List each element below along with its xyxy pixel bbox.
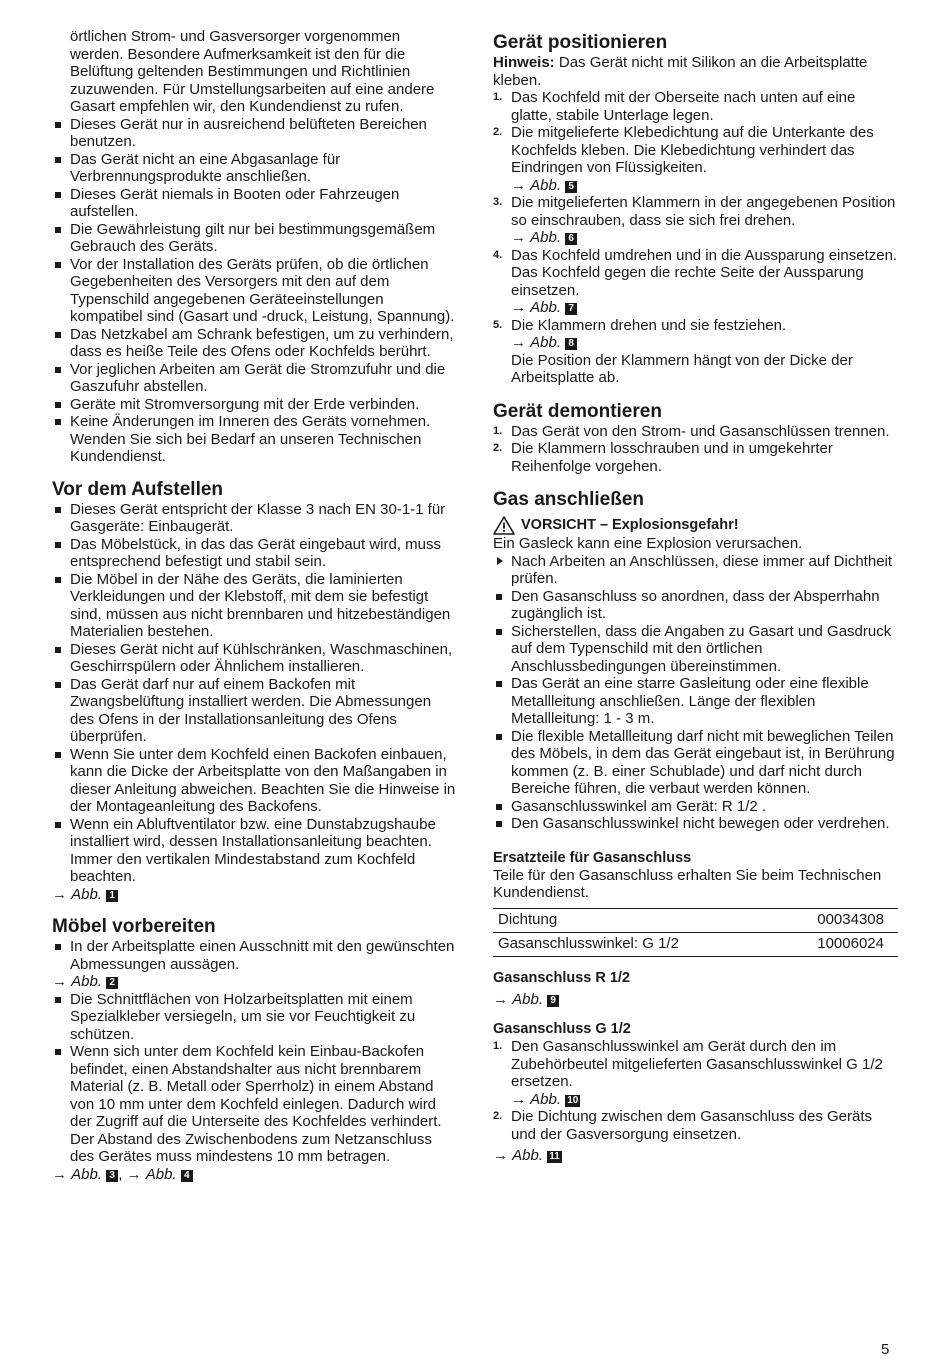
list-item: Die Schnittflächen von Holzarbeitsplatten mit einem Spezialkleber versiegeln, um sie vor Feuchtigkeit zu schützen.: [52, 991, 457, 1044]
list-item: Keine Änderungen im Inneren des Geräts vornehmen. Wenden Sie sich bei Bedarf an unseren Technischen Kundendienst.: [52, 413, 457, 466]
heading-geraet-positionieren: Gerät positionieren: [493, 32, 668, 53]
figure-number-badge: 11: [549, 1151, 560, 1162]
list-item: Das Möbelstück, in das das Gerät eingebaut wird, muss entsprechend befestigt und stabil sein.: [52, 536, 457, 571]
figure-reference: → Abb. 2: [52, 973, 457, 991]
list-item: Das Gerät an eine starre Gasleitung oder eine flexible Metallleitung anschließen. Länge der flexiblen Metallleitung: 1 - 3 m.: [493, 675, 898, 728]
heading-gasanschluss-r12: Gasanschluss R 1/2: [493, 969, 631, 986]
figure-reference: → Abb. 11: [493, 1147, 560, 1164]
heading-moebel-vorbereiten: Möbel vorbereiten: [52, 916, 216, 937]
figure-number-badge: 3: [106, 1170, 118, 1182]
list-item: Dieses Gerät nicht auf Kühlschränken, Waschmaschinen, Geschirrspülern oder Ähnlichem installieren.: [52, 641, 457, 676]
heading-vor-dem-aufstellen: Vor dem Aufstellen: [52, 478, 224, 500]
list-item: Gasanschlusswinkel am Gerät: R 1/2 .: [493, 798, 898, 816]
figure-number-badge: 7: [565, 303, 577, 315]
figure-number-badge: 5: [565, 181, 577, 193]
figure-number-badge: 9: [547, 995, 559, 1007]
hint: Hinweis: Das Gerät nicht mit Silikon an die Arbeitsplatte kleben.: [493, 54, 868, 89]
list-item: Das Gerät darf nur auf einem Backofen mit Zwangsbelüftung installiert werden. Die Abmessungen des Ofens in der Installationsanleitung des Ofens überprüfen.: [52, 676, 457, 746]
step-item: 5. Die Klammern drehen und sie festziehen. → Abb. 8 Die Position der Klammern hängt von der Dicke der Arbeitsplatte ab.: [493, 317, 898, 387]
heading-geraet-demontieren: Gerät demontieren: [493, 400, 662, 422]
list-item: Wenn sich unter dem Kochfeld kein Einbau-Backofen befindet, einen Abstandshalter aus nicht brennbarem Material (z. B. Metall oder Sperrholz) in einem Abstand von 10 mm unter dem Kochfeld einlegen. Dadurch wird der Zugriff auf die Unterseite des Kochfeldes verhindert. Der Abstand des Zwischenbodens zum Netzanschluss des Gerätes muss mindestens 10 mm betragen.: [52, 1043, 457, 1166]
step-item: 2. Die Dichtung zwischen dem Gasanschluss des Geräts und der Gasversorgung einsetzen.: [493, 1108, 872, 1143]
part-number: 10006024: [772, 932, 898, 956]
warning-triangle-icon: [493, 516, 515, 535]
step-item: 1. Das Gerät von den Strom- und Gasanschlüssen trennen.: [493, 422, 890, 440]
table-row: [493, 932, 898, 956]
spare-parts-table: [493, 908, 898, 957]
list-item: Wenn ein Abluftventilator bzw. eine Dunstabzugshaube installiert wird, dessen Installationsanleitung beachten. Immer den vertikalen Mindestabstand zum Kochfeld beachten.: [52, 816, 457, 886]
heading-gas-anschliessen: Gas anschließen: [493, 489, 645, 510]
step-item: 3. Die mitgelieferten Klammern in der angegebenen Position so einschrauben, dass sie sich frei drehen. → Abb. 6: [493, 194, 898, 247]
list-item: Dieses Gerät niemals in Booten oder Fahrzeugen aufstellen.: [52, 186, 457, 221]
list-item: Den Gasanschluss so anordnen, dass der Absperrhahn zugänglich ist.: [493, 588, 898, 623]
list-item: Die flexible Metallleitung darf nicht mit beweglichen Teilen des Möbels, in dem das Gerät eingebaut ist, in Berührung kommen (z. B. einer Schublade) und darf nicht durch Bereiche führen, die verbaut werden können.: [493, 728, 898, 798]
list-item: Sicherstellen, dass die Angaben zu Gasart und Gasdruck auf dem Typenschild mit den örtlichen Anschlussbedingungen übereinstimmen.: [493, 623, 898, 676]
safety-bullet-list: [52, 116, 457, 466]
heading-gasanschluss-g12: Gasanschluss G 1/2: [493, 1021, 631, 1037]
figure-reference: → Abb. 6: [511, 229, 898, 247]
list-item: Die Möbel in der Nähe des Geräts, die laminierten Verkleidungen und der Klebstoff, mit dem sie befestigt sind, müssen aus nicht brennbaren und hitzebeständigen Materialien bestehen.: [52, 571, 457, 641]
step-item: 1. Den Gasanschlusswinkel am Gerät durch den im Zubehörbeutel mitgelieferten Gasanschlusswinkel G 1/2 ersetzen. → Abb. 10: [493, 1038, 898, 1108]
list-item: Geräte mit Stromversorgung mit der Erde verbinden.: [52, 396, 457, 414]
list-item: Das Netzkabel am Schrank befestigen, um zu verhindern, dass es heiße Teile des Ofens oder Kochfelds berührt.: [52, 326, 457, 361]
figure-reference: → Abb. 7: [511, 299, 898, 317]
list-item: In der Arbeitsplatte einen Ausschnitt mit den gewünschten Abmessungen aussägen.: [52, 938, 457, 973]
list-item: Dieses Gerät nur in ausreichend belüfteten Bereichen benutzen.: [52, 116, 457, 151]
heading-ersatzteile: Ersatzteile für Gasanschluss: [493, 849, 692, 866]
step-item: 2. Die mitgelieferte Klebedichtung auf die Unterkante des Kochfelds kleben. Die Klebedichtung verhindert das Eindringen von Flüssigkeiten. → Abb. 5: [493, 124, 898, 194]
aufstellen-bullet-list: [52, 501, 457, 886]
part-name: Dichtung: [493, 908, 772, 932]
left-column: [52, 28, 457, 1183]
step-note: Die Position der Klammern hängt von der Dicke der Arbeitsplatte ab.: [511, 351, 853, 386]
figure-number-badge: 6: [565, 233, 577, 245]
figure-reference: → Abb. 10: [511, 1090, 579, 1108]
list-item: Vor jeglichen Arbeiten am Gerät die Stromzufuhr und die Gaszufuhr abstellen.: [52, 361, 457, 396]
step-item: 2. Die Klammern losschrauben und in umgekehrter Reihenfolge vorgehen.: [493, 440, 833, 475]
figure-reference: → Abb. 3 , → Abb. 4: [52, 1166, 457, 1184]
intro-continuation: örtlichen Strom- und Gasversorger vorgenommen werden. Besondere Aufmerksamkeit ist den für die Belüftung geltenden Bestimmungen und Richtlinien zuzuwenden. Für Umstellungsarbeiten auf eine andere Gasart empfehlen wir, den Kundendienst zu rufen.: [70, 28, 435, 115]
figure-number-badge: 8: [565, 338, 577, 350]
step-item: 4. Das Kochfeld umdrehen und in die Aussparung einsetzen. Das Kochfeld gegen die rechte Seite der Aussparung einsetzen. → Abb. 7: [493, 246, 898, 316]
step-item: 1. Das Kochfeld mit der Oberseite nach unten auf eine glatte, stabile Unterlage legen.: [493, 89, 856, 124]
page-number: 5: [881, 1341, 890, 1358]
figure-number-badge: 2: [106, 977, 118, 989]
list-item: Die Gewährleistung gilt nur bei bestimmungsgemäßem Gebrauch des Geräts.: [52, 221, 457, 256]
list-item: Wenn Sie unter dem Kochfeld einen Backofen einbauen, kann die Dicke der Arbeitsplatte von den Maßangaben in dieser Anleitung abweichen. Beachten Sie die Hinweise in der Montageanleitung des Backofens.: [52, 746, 457, 816]
list-item: Das Gerät nicht an eine Abgasanlage für Verbrennungsprodukte anschließen.: [52, 151, 457, 186]
table-row: [493, 908, 898, 932]
action-item: Nach Arbeiten an Anschlüssen, diese immer auf Dichtheit prüfen.: [493, 553, 898, 588]
figure-number-badge: 10: [567, 1094, 579, 1106]
part-number: 00034308: [772, 908, 898, 932]
list-item: Den Gasanschlusswinkel nicht bewegen oder verdrehen.: [493, 815, 898, 833]
right-column: [493, 32, 898, 1165]
figure-reference: → Abb. 5: [511, 177, 898, 195]
list-item: Dieses Gerät entspricht der Klasse 3 nach EN 30-1-1 für Gasgeräte: Einbaugerät.: [52, 501, 457, 536]
warning-title: VORSICHT – Explosionsgefahr!: [493, 516, 898, 535]
figure-reference: → Abb. 9: [493, 991, 898, 1009]
figure-number-badge: 1: [106, 890, 118, 902]
warning-text: Ein Gasleck kann eine Explosion verursachen.: [493, 535, 803, 552]
figure-number-badge: 4: [181, 1170, 193, 1182]
part-name: Gasanschlusswinkel: G 1/2: [493, 932, 772, 956]
figure-reference: → Abb. 1: [52, 886, 457, 904]
list-item: Vor der Installation des Geräts prüfen, ob die örtlichen Gegebenheiten des Versorgers mit den auf dem Typenschild angegebenen Geräteeinstellungen kompatibel sind (Gasart und -druck, Leistung, Spannung).: [52, 256, 457, 326]
ersatzteile-text: Teile für den Gasanschluss erhalten Sie beim Technischen Kundendienst.: [493, 866, 882, 901]
figure-reference: → Abb. 8: [511, 334, 898, 352]
